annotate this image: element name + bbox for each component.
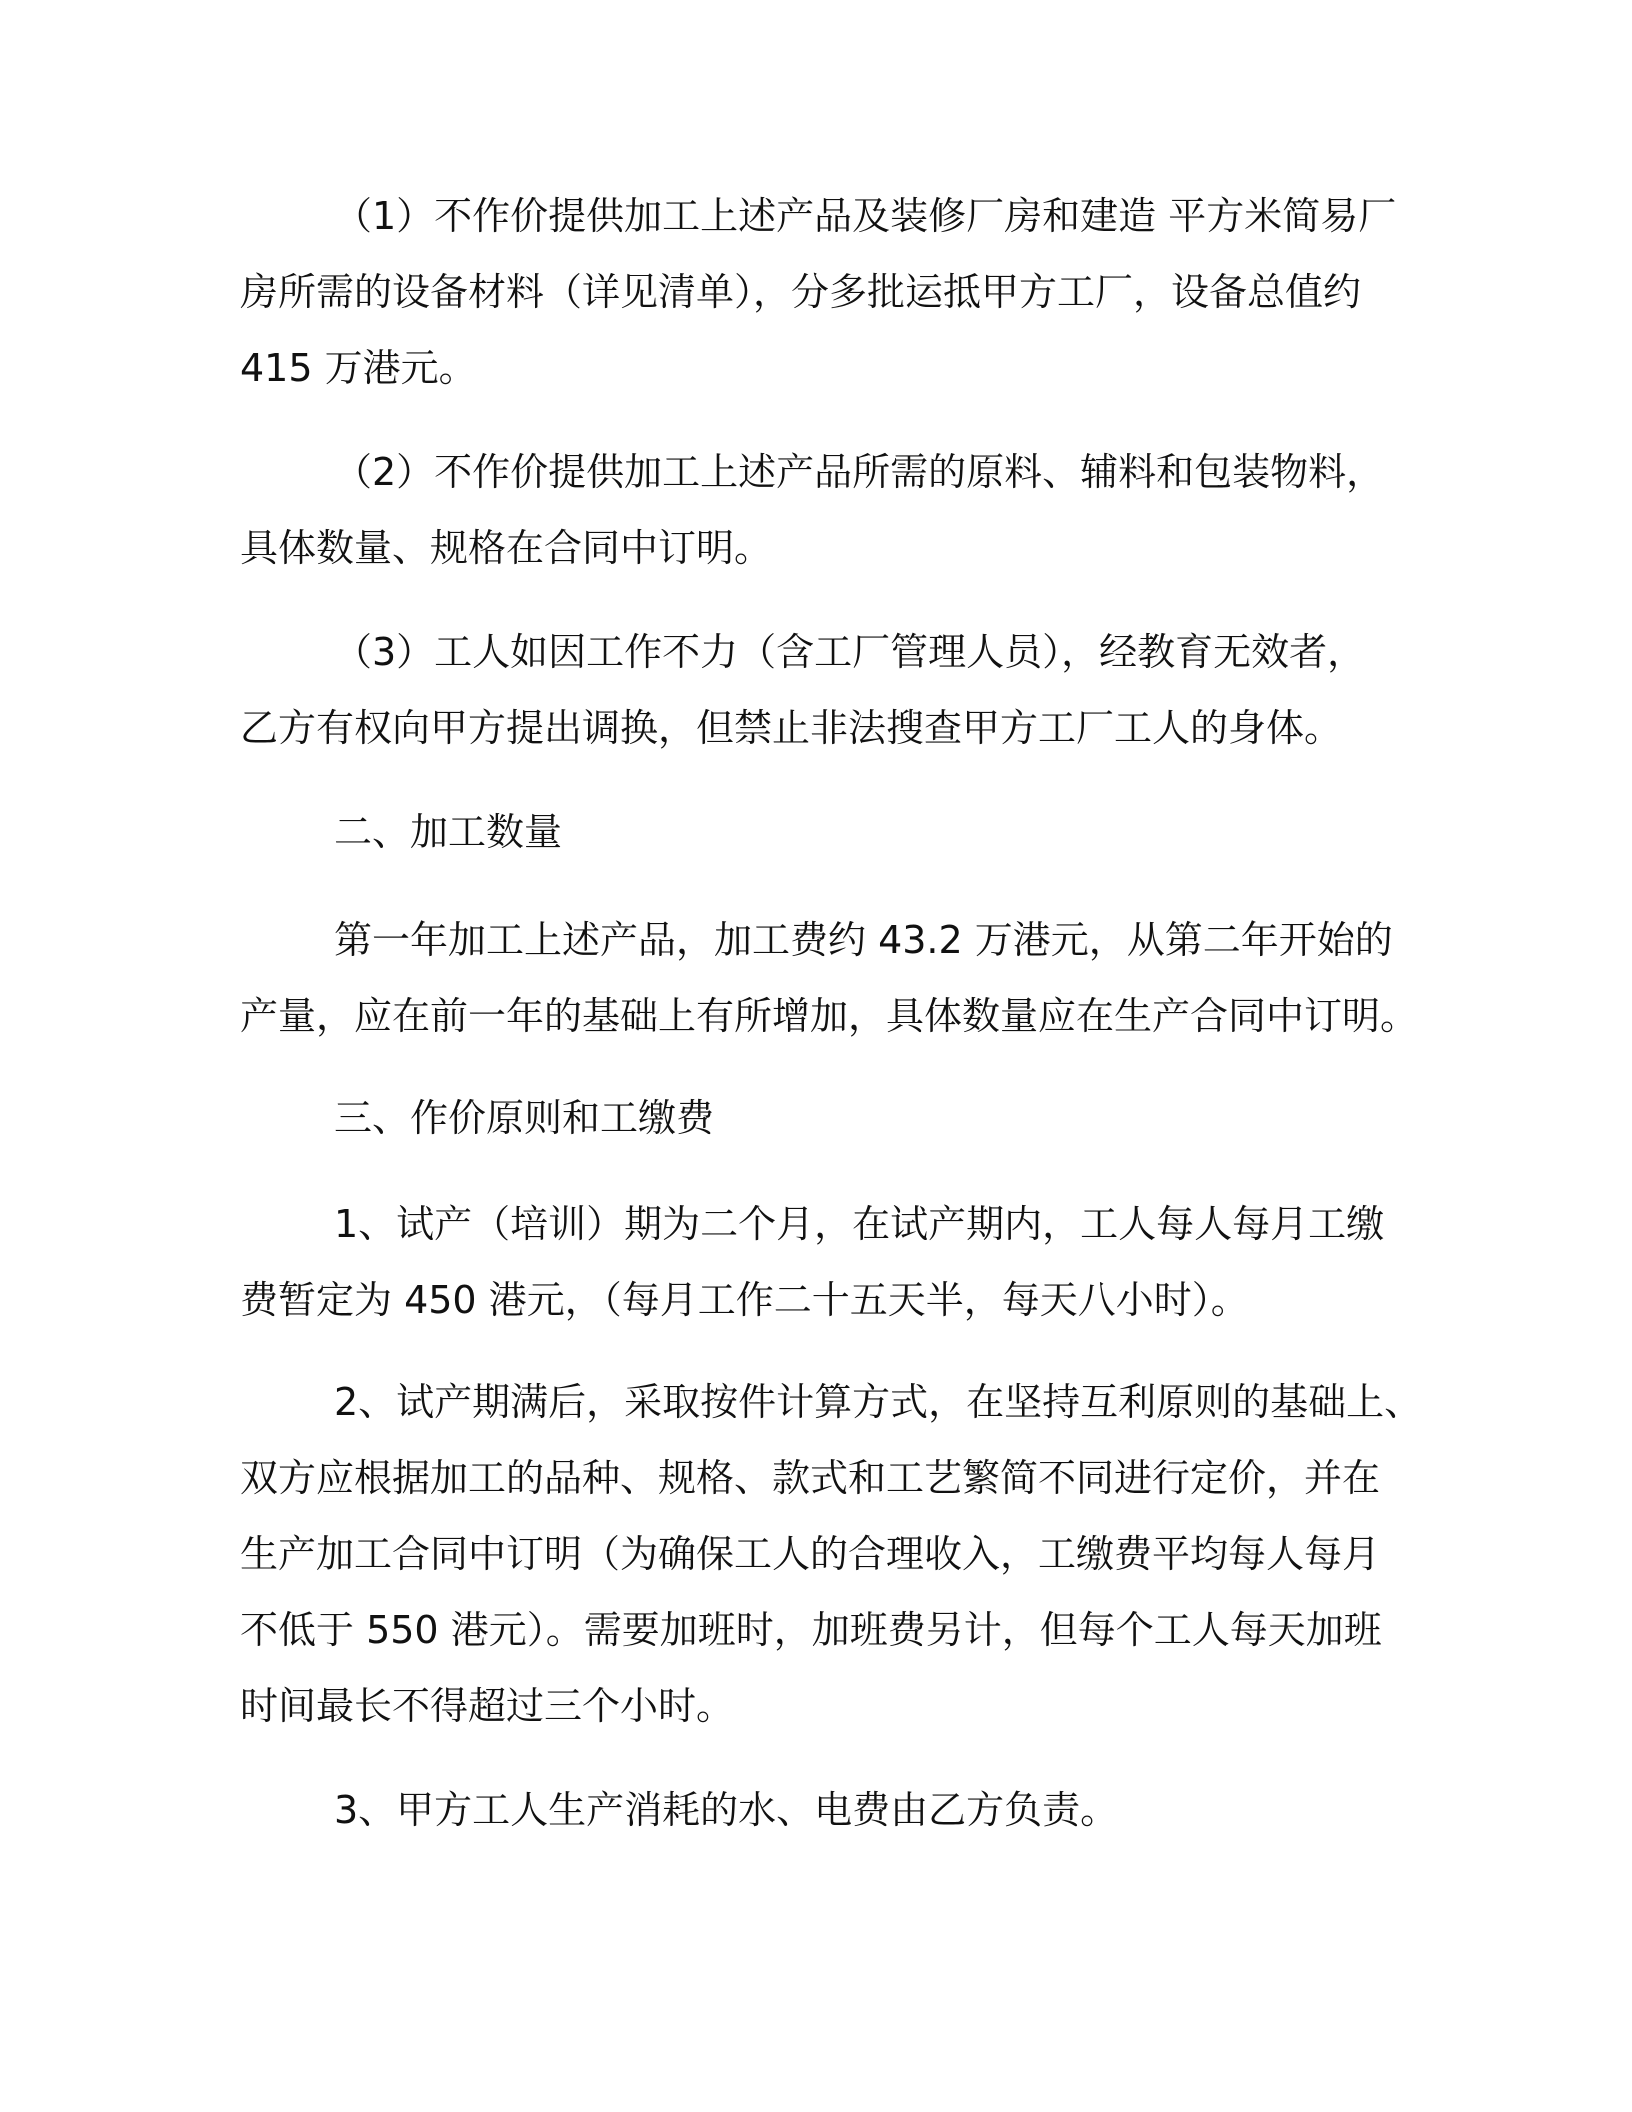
section-heading: 二、加工数量 (334, 810, 563, 854)
text-line: 415 万港元。 (240, 346, 477, 390)
text-line: 具体数量、规格在合同中订明。 (240, 526, 773, 570)
text-line: 费暂定为 450 港元，（每月工作二十五天半，每天八小时）。 (240, 1278, 1249, 1322)
text-line: 乙方有权向甲方提出调换，但禁止非法搜查甲方工厂工人的身体。 (240, 706, 1343, 750)
pricing-item-2-paragraph (240, 1364, 1423, 1744)
text-line: 产量，应在前一年的基础上有所增加，具体数量应在生产合同中订明。 (240, 994, 1419, 1038)
clause-3-paragraph (240, 614, 1380, 766)
text-line: （1）不作价提供加工上述产品及装修厂房和建造 平方米简易厂 (334, 194, 1397, 238)
text-line: 生产加工合同中订明（为确保工人的合理收入，工缴费平均每人每月 (240, 1532, 1381, 1576)
text-line: 时间最长不得超过三个小时。 (240, 1684, 735, 1728)
pricing-item-3-paragraph (240, 1772, 1380, 1848)
section-heading: 三、作价原则和工缴费 (334, 1096, 715, 1140)
text-line: 2、试产期满后，采取按件计算方式，在坚持互利原则的基础上、 (334, 1380, 1423, 1424)
text-line: （2）不作价提供加工上述产品所需的原料、辅料和包装物料， (334, 450, 1385, 494)
text-line: 不低于 550 港元）。需要加班时，加班费另计，但每个工人每天加班 (240, 1608, 1382, 1652)
text-line: 1、试产（培训）期为二个月，在试产期内，工人每人每月工缴 (334, 1202, 1385, 1246)
processing-quantity-paragraph (240, 902, 1419, 1054)
pricing-item-1-paragraph (240, 1186, 1385, 1338)
text-line: 双方应根据加工的品种、规格、款式和工艺繁简不同进行定价，并在 (240, 1456, 1381, 1500)
clause-2-paragraph (240, 434, 1385, 586)
text-line: 第一年加工上述产品，加工费约 43.2 万港元，从第二年开始的 (334, 918, 1393, 962)
text-line: 房所需的设备材料（详见清单），分多批运抵甲方工厂，设备总值约 (240, 270, 1362, 314)
text-line: （3）工人如因工作不力（含工厂管理人员），经教育无效者， (334, 630, 1366, 674)
clause-1-paragraph (240, 178, 1397, 406)
text-line: 3、甲方工人生产消耗的水、电费由乙方负责。 (334, 1788, 1119, 1832)
section-heading-processing-quantity (240, 794, 1380, 870)
section-heading-pricing-principles (240, 1080, 1380, 1156)
